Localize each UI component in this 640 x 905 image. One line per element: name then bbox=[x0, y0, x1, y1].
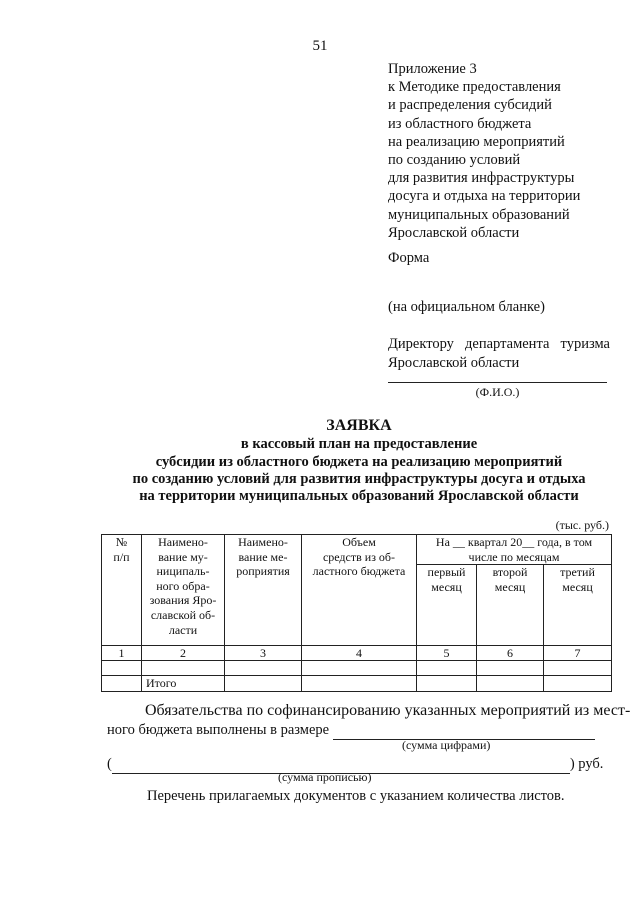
obligation-text: ного бюджета выполнены в размере bbox=[107, 722, 330, 738]
words-hint: (сумма прописью) bbox=[278, 770, 372, 784]
documents-line: Перечень прилагаемых документов с указанием количества листов. bbox=[147, 788, 565, 804]
table-cell[interactable] bbox=[417, 676, 477, 692]
table-cell[interactable] bbox=[225, 676, 302, 692]
appendix-line: из областного бюджета bbox=[388, 115, 532, 132]
header-budget-volume: Объем средств из об- ластного бюджета bbox=[302, 535, 417, 646]
digits-hint: (сумма цифрами) bbox=[402, 738, 491, 752]
appendix-line: и распределения субсидий bbox=[388, 97, 552, 114]
header-event-name: Наимено- вание ме- роприятия bbox=[225, 535, 302, 646]
title-line: субсидии из областного бюджета на реализацию мероприятий bbox=[155, 453, 563, 470]
official-blank-note: (на официальном бланке) bbox=[388, 299, 545, 315]
header-quarter: На __ квартал 20__ года, в том числе по месяцам bbox=[417, 535, 612, 565]
title-line: по созданию условий для развития инфраструктуры досуга и отдыха bbox=[132, 470, 586, 487]
addressee-block bbox=[388, 335, 610, 372]
total-label: Итого bbox=[142, 676, 225, 692]
table-header-row bbox=[102, 535, 612, 565]
column-number: 7 bbox=[544, 646, 612, 661]
table-cell[interactable] bbox=[102, 661, 142, 676]
document-title bbox=[0, 417, 640, 505]
table-number-row bbox=[102, 646, 612, 661]
appendix-line: Ярославской области bbox=[388, 224, 520, 241]
column-number: 4 bbox=[302, 646, 417, 661]
title-line: на территории муниципальных образований Ярославской области bbox=[139, 488, 579, 505]
addressee-line: Ярославской области bbox=[388, 354, 520, 371]
table-cell[interactable] bbox=[302, 676, 417, 692]
table-cell[interactable] bbox=[544, 661, 612, 676]
table-cell bbox=[102, 676, 142, 692]
page-number: 51 bbox=[312, 38, 328, 54]
form-label: Форма bbox=[388, 250, 430, 266]
header-month-first: первый месяц bbox=[417, 565, 477, 646]
column-number: 2 bbox=[142, 646, 225, 661]
addressee-line: Директору департамента туризма bbox=[388, 336, 610, 352]
appendix-line: Приложение 3 bbox=[388, 61, 477, 77]
subsidy-table bbox=[101, 534, 612, 692]
table-cell[interactable] bbox=[477, 661, 544, 676]
table-cell[interactable] bbox=[544, 676, 612, 692]
table-cell[interactable] bbox=[477, 676, 544, 692]
appendix-line: для развития инфраструктуры bbox=[388, 170, 575, 187]
header-municipality: Наимено- вание му- ниципаль- ного обра- зования Яро- славской об- ласти bbox=[142, 535, 225, 646]
appendix-line: по созданию условий bbox=[388, 152, 521, 169]
rub-label: ) руб. bbox=[569, 756, 604, 772]
table-cell[interactable] bbox=[417, 661, 477, 676]
column-number: 1 bbox=[102, 646, 142, 661]
open-paren: ( bbox=[107, 756, 112, 772]
appendix-line: к Методике предоставления bbox=[388, 79, 561, 96]
column-number: 6 bbox=[477, 646, 544, 661]
title-line: в кассовый план на предоставление bbox=[240, 436, 478, 453]
column-number: 3 bbox=[225, 646, 302, 661]
header-month-second: второй месяц bbox=[477, 565, 544, 646]
appendix-block bbox=[388, 60, 580, 242]
table-cell[interactable] bbox=[225, 661, 302, 676]
table-row bbox=[102, 661, 612, 676]
obligation-line-2 bbox=[107, 722, 595, 740]
table-cell[interactable] bbox=[142, 661, 225, 676]
fio-underline bbox=[388, 382, 607, 383]
header-number: № п/п bbox=[102, 535, 142, 646]
table-total-row bbox=[102, 676, 612, 692]
column-number: 5 bbox=[417, 646, 477, 661]
appendix-line: муниципальных образований bbox=[388, 206, 570, 223]
title-heading: ЗАЯВКА bbox=[326, 417, 392, 434]
appendix-line: досуга и отдыха на территории bbox=[388, 188, 581, 205]
fio-caption: (Ф.И.О.) bbox=[475, 385, 520, 399]
header-month-third: третий месяц bbox=[544, 565, 612, 646]
appendix-line: на реализацию мероприятий bbox=[388, 133, 565, 150]
obligation-line-1: Обязательства по софинансированию указанных мероприятий из мест- bbox=[145, 702, 631, 719]
table-cell[interactable] bbox=[302, 661, 417, 676]
units-note: (тыс. руб.) bbox=[555, 518, 609, 532]
